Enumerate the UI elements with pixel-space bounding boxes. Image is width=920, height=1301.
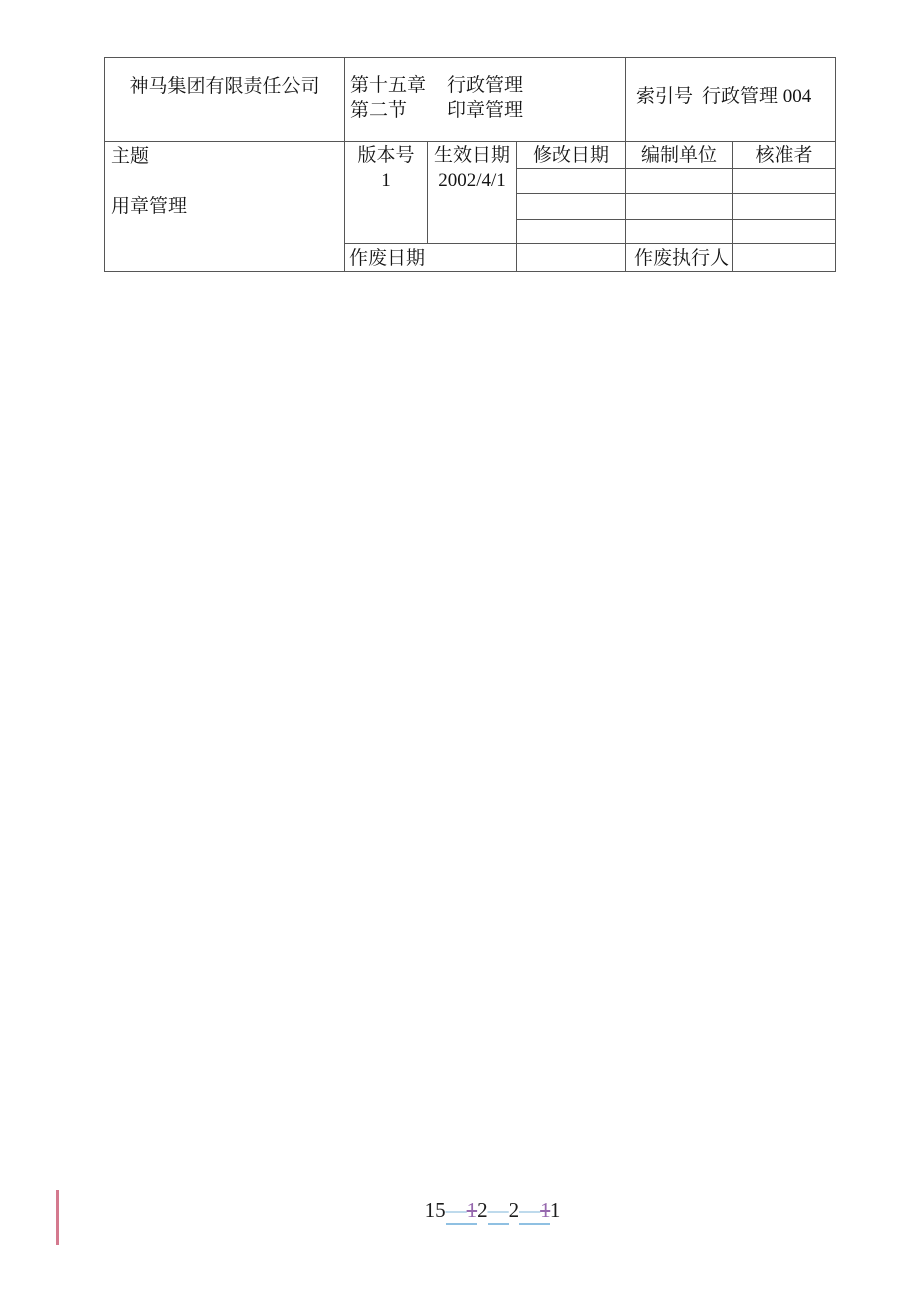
effective-date-value: 2002/4/1 <box>438 170 506 191</box>
modify-date-entry-cell[interactable] <box>517 169 626 194</box>
index-cell <box>626 58 836 142</box>
page-number-segment: 2 <box>477 1198 488 1222</box>
prepared-by-entry-cell[interactable] <box>626 194 733 220</box>
page-number-inserted-segment: — <box>488 1198 509 1225</box>
chapter-cell <box>345 58 626 142</box>
page-number-deleted-segment: 1 <box>467 1198 478 1225</box>
prepared-by-entry-cell[interactable] <box>626 220 733 244</box>
approver-entry-cell[interactable] <box>733 194 836 220</box>
column-header-approver: 核准者 <box>733 142 836 169</box>
index-value: 行政管理 004 <box>702 86 812 107</box>
subject-label: 主题 <box>111 146 150 167</box>
page-number-inserted-segment: — <box>519 1198 540 1225</box>
page-number-inserted-segment: — <box>446 1198 467 1225</box>
obsolete-executor-label: 作废执行人 <box>626 244 733 272</box>
chapter-number: 第十五章 <box>350 75 427 96</box>
effective-date-label: 生效日期 <box>433 145 510 166</box>
page-number-segment: 1 <box>550 1198 561 1222</box>
modify-date-entry-cell[interactable] <box>517 220 626 244</box>
chapter-line-1 <box>350 73 625 98</box>
document-header-table <box>104 57 836 272</box>
company-name: 神马集团有限责任公司 <box>129 76 320 97</box>
index-label: 索引号 <box>636 86 694 107</box>
effective-date-cell <box>428 142 517 244</box>
page-number-deleted-segment: 1 <box>540 1198 550 1225</box>
subject-cell <box>105 142 345 272</box>
version-cell <box>345 142 428 244</box>
prepared-by-entry-cell[interactable] <box>626 169 733 194</box>
modify-date-entry-cell[interactable] <box>517 194 626 220</box>
approver-entry-cell[interactable] <box>733 169 836 194</box>
section-title: 印章管理 <box>447 100 524 121</box>
obsolete-executor-entry-cell[interactable] <box>733 244 836 272</box>
page-number <box>425 1198 561 1225</box>
version-value: 1 <box>381 170 391 191</box>
approver-entry-cell[interactable] <box>733 220 836 244</box>
version-label: 版本号 <box>357 145 415 166</box>
page-number-segment: 15 <box>424 1198 446 1222</box>
column-header-modify-date: 修改日期 <box>517 142 626 169</box>
obsolete-date-entry-cell[interactable] <box>517 244 626 272</box>
chapter-line-2 <box>350 98 625 123</box>
column-header-prepared-by: 编制单位 <box>626 142 733 169</box>
obsolete-date-label: 作废日期 <box>345 244 517 272</box>
page-footer <box>0 1198 920 1222</box>
subject-value: 用章管理 <box>111 196 188 217</box>
company-name-cell <box>105 58 345 142</box>
section-number: 第二节 <box>350 100 408 121</box>
chapter-title: 行政管理 <box>447 75 524 96</box>
page-number-segment: 2 <box>508 1198 520 1222</box>
